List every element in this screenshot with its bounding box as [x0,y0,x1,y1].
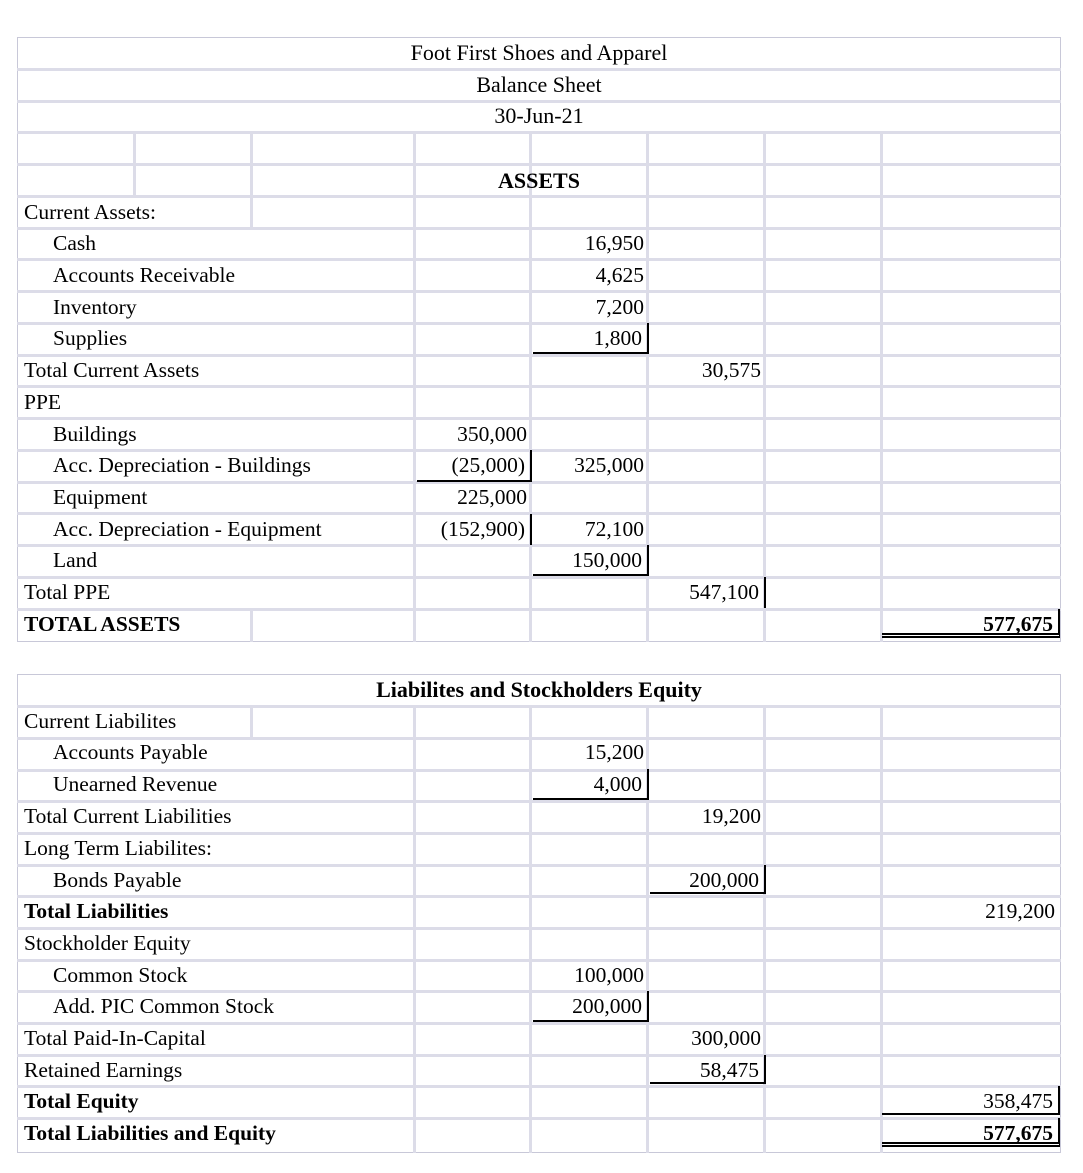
net-equipment-value: 72,100 [584,517,644,541]
common-stock-value: 100,000 [574,963,644,987]
assets-section [17,37,1061,642]
inventory-label: Inventory [53,295,137,319]
cash-value: 16,950 [584,231,644,255]
current-assets-label: Current Assets: [24,200,156,224]
supplies-label: Supplies [53,326,128,350]
total-liabilities-value: 219,200 [985,899,1055,923]
unearned-revenue-label: Unearned Revenue [53,772,218,796]
total-current-assets-value: 30,575 [701,358,761,382]
statement-date: 30-Jun-21 [494,103,584,128]
total-pic-label: Total Paid-In-Capital [24,1026,206,1050]
acc-dep-buildings-label: Acc. Depreciation - Buildings [53,453,311,477]
long-term-liabilities-label: Long Term Liabilites: [24,836,212,860]
assets-heading: ASSETS [498,168,580,193]
bonds-payable-label: Bonds Payable [53,868,182,892]
total-current-assets-label: Total Current Assets [24,358,200,382]
equipment-label: Equipment [53,485,148,509]
net-buildings-value: 325,000 [574,453,644,477]
total-assets-label: TOTAL ASSETS [24,612,181,636]
total-liabilities-equity-label: Total Liabilities and Equity [24,1121,276,1145]
accounts-receivable-label: Accounts Receivable [53,263,236,287]
total-liabilities-equity-value: 577,675 [882,1118,1060,1147]
company-name: Foot First Shoes and Apparel [410,40,668,65]
common-stock-label: Common Stock [53,963,188,987]
bonds-payable-value: 200,000 [650,865,766,894]
total-current-liabilities-value: 19,200 [701,804,761,828]
total-equity-value: 358,475 [882,1086,1060,1115]
total-pic-value: 300,000 [691,1026,761,1050]
equipment-value: 225,000 [417,480,532,513]
inventory-value: 7,200 [595,295,644,319]
buildings-label: Buildings [53,422,137,446]
acc-dep-buildings-value: (25,000) [417,450,532,481]
total-current-liabilities-label: Total Current Liabilities [24,804,232,828]
add-pic-value: 200,000 [533,991,649,1022]
accounts-payable-value: 15,200 [584,740,644,764]
cash-label: Cash [53,231,96,255]
acc-dep-equipment-label: Acc. Depreciation - Equipment [53,517,322,541]
supplies-value: 1,800 [533,323,649,354]
total-liabilities-label: Total Liabilities [24,899,169,923]
acc-dep-equipment-value: (152,900) [417,514,532,545]
statement-title: Balance Sheet [476,72,602,97]
accounts-payable-label: Accounts Payable [53,740,208,764]
unearned-revenue-value: 4,000 [533,769,649,800]
add-pic-label: Add. PIC Common Stock [53,994,274,1018]
total-assets-value: 577,675 [882,609,1060,638]
liabilities-equity-heading: Liabilites and Stockholders Equity [376,677,702,702]
retained-earnings-label: Retained Earnings [24,1058,183,1082]
ppe-label: PPE [24,390,62,414]
stockholder-equity-label: Stockholder Equity [24,931,191,955]
retained-earnings-value: 58,475 [650,1055,766,1084]
land-value: 150,000 [533,545,649,576]
land-label: Land [53,548,98,572]
current-liabilities-label: Current Liabilites [24,709,177,733]
total-equity-label: Total Equity [24,1089,139,1113]
total-ppe-label: Total PPE [24,580,111,604]
liabilities-equity-section [17,674,1061,1153]
total-ppe-value: 547,100 [650,577,766,608]
buildings-value: 350,000 [457,422,527,446]
accounts-receivable-value: 4,625 [595,263,644,287]
